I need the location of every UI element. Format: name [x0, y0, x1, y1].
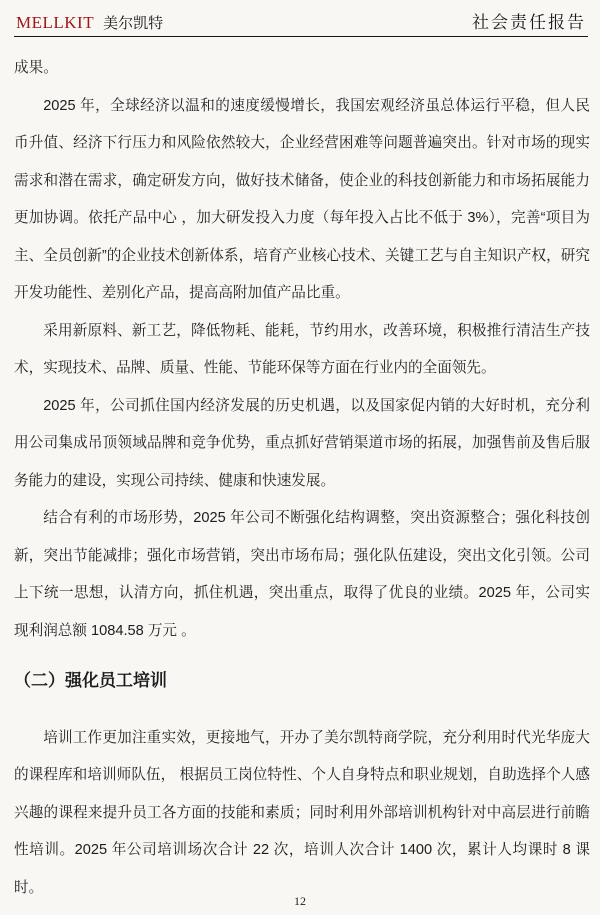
page-number: 12: [294, 894, 306, 908]
body-paragraph: 结合有利的市场形势，2025 年公司不断强化结构调整，突出资源整合；强化科技创新，突出节能减排；强化市场营销，突出市场布局；强化队伍建设，突出文化引领。公司上下统一思想，认清方向，抓住机遇，突出重点，取得了优良的业绩。2025 年，公司实现利润总额 1084.58 万元 。: [14, 510, 590, 639]
brand-name-english: MELLKIT: [16, 13, 95, 32]
report-title: 社会责任报告: [472, 13, 586, 32]
brand-logo: [16, 12, 163, 33]
brand-name-chinese: 美尔凯特: [103, 16, 164, 32]
body-paragraph: 采用新原料、新工艺，降低物耗、能耗，节约用水，改善环境，积极推行清洁生产技术，实现技术、品牌、质量、性能、节能环保等方面在行业内的全面领先。: [14, 322, 590, 376]
body-paragraph: 2025 年，公司抓住国内经济发展的历史机遇，以及国家促内销的大好时机，充分利用公司集成吊顶领域品牌和竞争优势，重点抓好营销渠道市场的拓展，加强售前及售后服务能力的建设，实现公司持续、健康和快速发展。: [14, 397, 590, 489]
page-header: [14, 0, 588, 37]
section-heading-employee-training: （二）强化员工培训: [14, 671, 167, 690]
document-body: [14, 50, 590, 907]
body-paragraph: 2025 年，全球经济以温和的速度缓慢增长，我国宏观经济虽总体运行平稳，但人民币升值、经济下行压力和风险依然较大，企业经营困难等问题普遍突出。针对市场的现实需求和潜在需求，确定研发方向，做好技术储备，使企业的科技创新能力和市场拓展能力更加协调。依托产品中心 ，加大研发投入力度（每年投入占比不低于 3%），完善“项目为主、全员创新”的企业技术创新体系，培育产业核心技术、关键工艺与自主知识产权，研究开发功能性、差别化产品，提高高附加值产品比重。: [14, 97, 590, 301]
body-paragraph: 培训工作更加注重实效，更接地气，开办了美尔凯特商学院，充分利用时代光华庞大的课程库和培训师队伍， 根据员工岗位特性、个人自身特点和职业规划，自助选择个人感兴趣的课程来提升员工各方面的技能和素质；同时利用外部培训机构针对中高层进行前瞻性培训。2025 年公司培训场次合计 22 次，培训人次合计 1400 次，累计人均课时 8 课时。: [14, 729, 590, 896]
paragraph-continuation: 成果。: [14, 60, 58, 76]
